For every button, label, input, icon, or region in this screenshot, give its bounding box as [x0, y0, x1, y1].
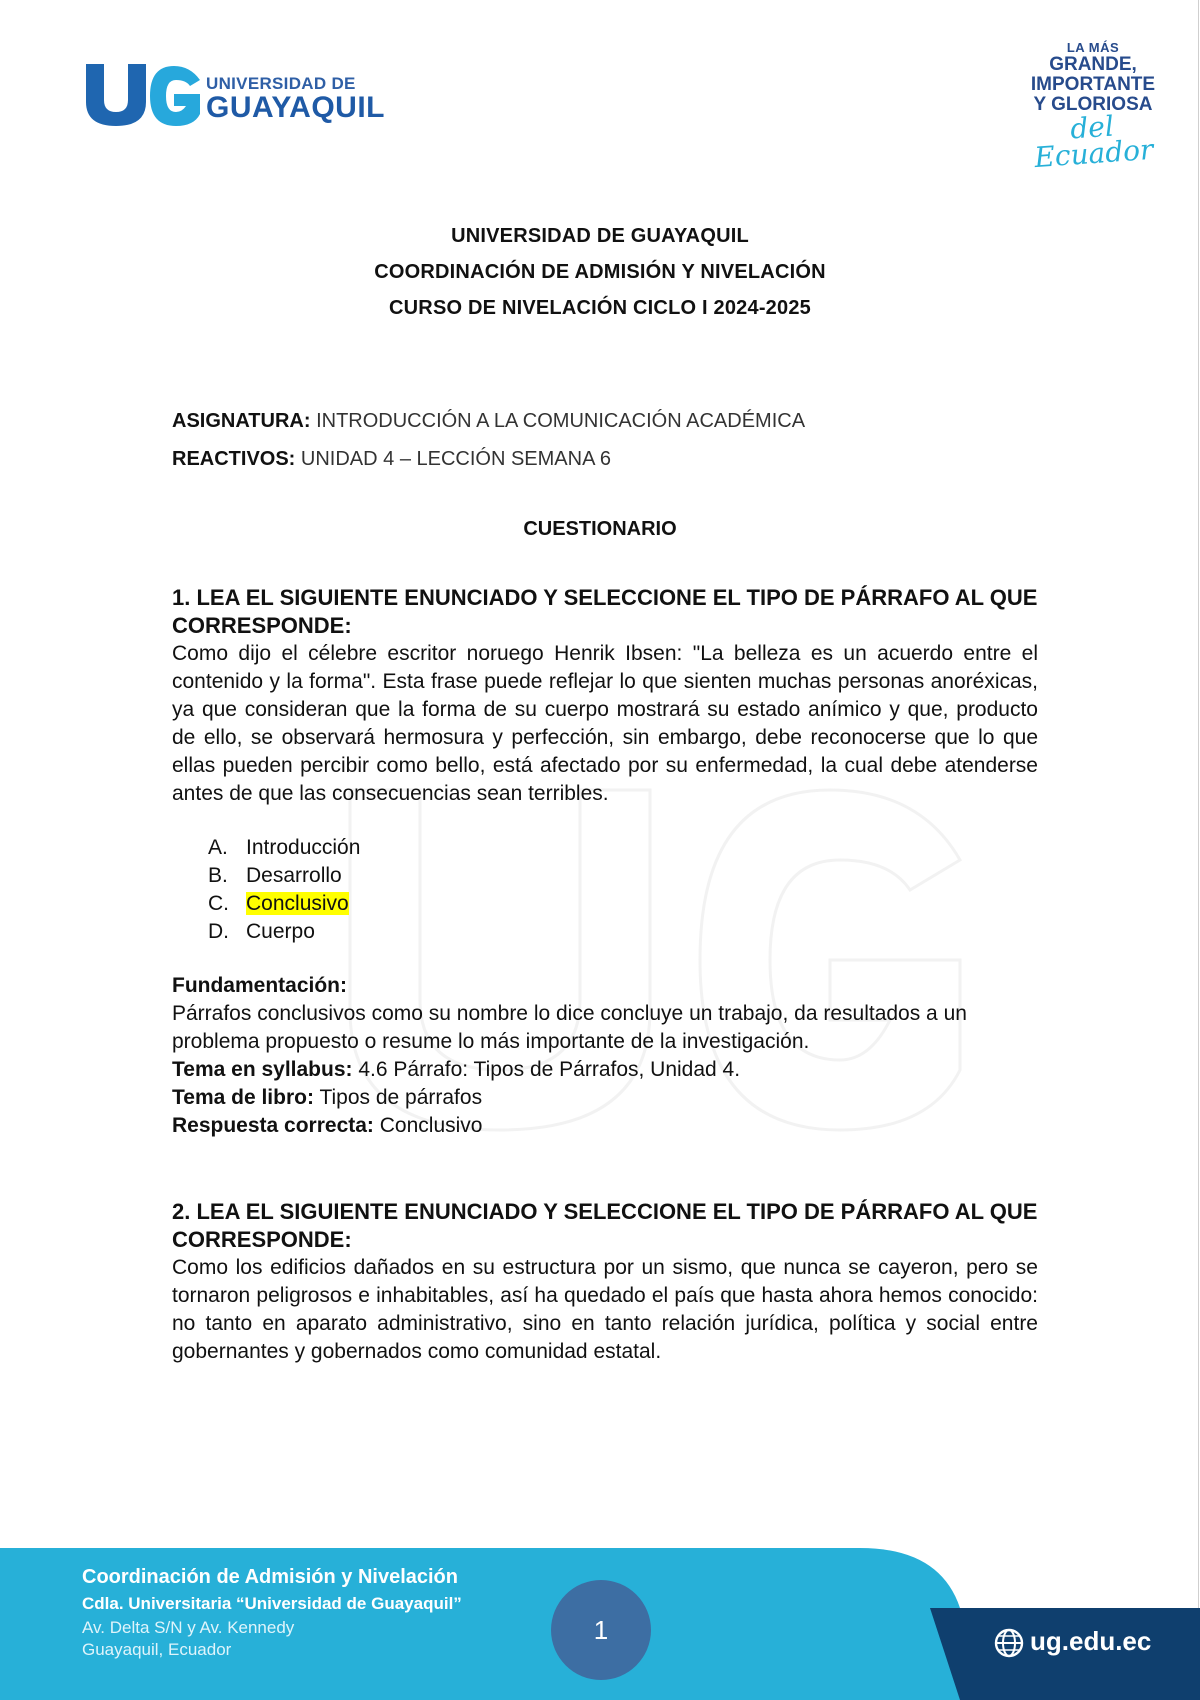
document-title	[0, 218, 1200, 326]
section-title: CUESTIONARIO	[523, 518, 677, 540]
university-logo	[82, 62, 385, 132]
footer-address: Av. Delta S/N y Av. Kennedy	[82, 1618, 295, 1637]
slogan-script: del Ecuador	[1033, 109, 1155, 175]
slogan-logo	[1018, 40, 1168, 175]
asignatura-label: ASIGNATURA:	[172, 410, 311, 432]
asignatura-value: INTRODUCCIÓN A LA COMUNICACIÓN ACADÉMICA	[316, 410, 806, 432]
respuesta-row: Respuesta correcta: Conclusivo	[172, 1114, 483, 1137]
slogan-line-1: GRANDE,	[1049, 54, 1137, 75]
slogan-line-3: Y GLORIOSA	[1033, 94, 1153, 115]
reactivos-label: REACTIVOS:	[172, 448, 296, 470]
title-coordination: COORDINACIÓN DE ADMISIÓN Y NIVELACIÓN	[374, 261, 826, 283]
option-a: A. Introducción	[208, 836, 361, 859]
question-1-heading: 1. LEA EL SIGUIENTE ENUNCIADO Y SELECCIONE EL TIPO DE PÁRRAFO AL QUE CORRESPONDE:	[172, 585, 1038, 638]
slogan-line-2: IMPORTANTE	[1030, 74, 1156, 95]
footer-campus: Cdla. Universitaria “Universidad de Guayaquil”	[82, 1594, 462, 1613]
slogan-small: LA MÁS	[1066, 40, 1120, 55]
title-course: CURSO DE NIVELACIÓN CICLO I 2024-2025	[389, 297, 811, 319]
option-c-highlighted: Conclusivo	[246, 892, 349, 915]
globe-icon	[994, 1628, 1024, 1658]
fundamentacion-label: Fundamentación:	[172, 974, 348, 997]
website-link[interactable]	[994, 1626, 1151, 1658]
question-2-heading: 2. LEA EL SIGUIENTE ENUNCIADO Y SELECCIONE EL TIPO DE PÁRRAFO AL QUE CORRESPONDE:	[172, 1199, 1038, 1252]
fundamentacion-block	[172, 972, 1038, 1140]
fundamentacion-text: Párrafos conclusivos como su nombre lo dice concluye un trabajo, da resultados a un problema propuesto o resume lo más importante de la investigación.	[172, 1002, 967, 1053]
option-c: C. Conclusivo	[208, 892, 349, 915]
asignatura-row	[172, 402, 805, 440]
footer-city: Guayaquil, Ecuador	[82, 1640, 232, 1659]
syllabus-row: Tema en syllabus: 4.6 Párrafo: Tipos de Párrafos, Unidad 4.	[172, 1058, 741, 1081]
question-2-text: Como los edificios dañados en su estructura por un sismo, que nunca se cayeron, pero se tornaron peligrosos e inhabitables, así ha quedado el país que hasta ahora hemos conocido: no tanto en aparato administrativo, sino en tanto relación jurídica, política y social entre gobernantes y gobernados como comunidad estatal.	[172, 1256, 1038, 1363]
logo-title: GUAYAQUIL	[206, 91, 385, 124]
option-b: B. Desarrollo	[208, 864, 342, 887]
footer-coordination: Coordinación de Admisión y Nivelación	[82, 1566, 458, 1588]
question-1-options	[172, 834, 1038, 946]
page-number: 1	[551, 1580, 651, 1680]
title-university: UNIVERSIDAD DE GUAYAQUIL	[451, 225, 749, 247]
option-d: D. Cuerpo	[208, 920, 315, 943]
question-1	[172, 584, 1038, 1140]
question-1-text: Como dijo el célebre escritor noruego Henrik Ibsen: "La belleza es un acuerdo entre el contenido y la forma". Esta frase puede reflejar lo que sienten muchas personas anoréxicas, ya que consideran que la forma de su cuerpo mostrará su estado anímico y que, producto de ello, se observará hermosura y perfección, sin embargo, debe reconocerse que lo que ellas pueden percibir como bello, está afectado por su enfermedad, la cual debe atenderse antes de que las consecuencias sean terribles.	[172, 642, 1038, 805]
question-2	[172, 1198, 1038, 1366]
website-text: ug.edu.ec	[1030, 1626, 1152, 1656]
libro-row: Tema de libro: Tipos de párrafos	[172, 1086, 483, 1109]
document-meta	[172, 402, 805, 478]
reactivos-value: UNIDAD 4 – LECCIÓN SEMANA 6	[300, 448, 611, 470]
ug-monogram-icon	[82, 62, 202, 128]
logo-subtitle: UNIVERSIDAD DE	[206, 74, 356, 93]
reactivos-row	[172, 440, 805, 478]
